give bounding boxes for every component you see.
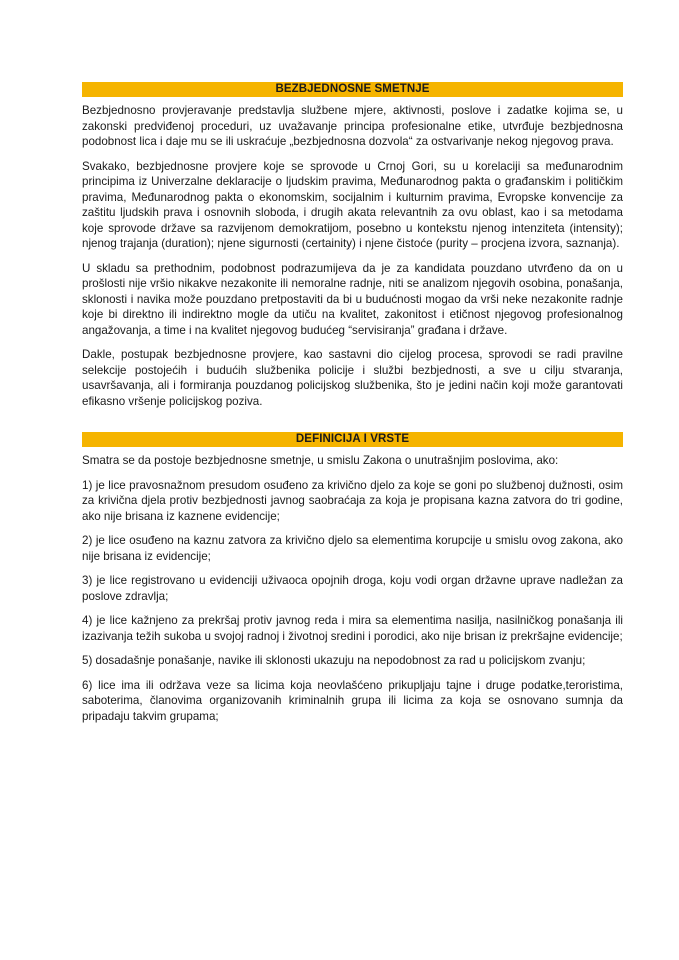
section-heading-bezbjednosne-smetnje: BEZBJEDNOSNE SMETNJE	[82, 82, 623, 97]
list-item: 3) je lice registrovano u evidenciji uživaoca opojnih droga, koju vodi organ državne uprave nadležan za poslove zdravlja;	[82, 574, 623, 603]
list-item: 4) je lice kažnjeno za prekršaj protiv javnog reda i mira sa elementima nasilja, nasilničkog ponašanja ili izazivanja težih sukoba u svojoj radnoj i životnoj sredini i porodici, ako nije brisan iz prekršajne evidencije;	[82, 614, 623, 643]
section-heading-definicija-i-vrste: DEFINICIJA I VRSTE	[82, 432, 623, 447]
paragraph-suitability: U skladu sa prethodnim, podobnost podrazumijeva da je za kandidata pouzdano utvrđeno da on u prošlosti nije vršio nikakve nezakonite ili nemoralne radnje, niti se analizom njegovih osobina, ponašanja, sklonosti i navika može pouzdano pretpostaviti da bi u budućnosti mogao da vrši neke nezakonite radnje koje bi direktno ili indirektno mogle da utiču na kvalitet, zakonitost i etičnost njegovog profesionalnog angažovanja, a time i na kvalitet njegovog budućeg “servisiranja” građana i države.	[82, 261, 623, 337]
list-item: 2) je lice osuđeno na kaznu zatvora za krivično djelo sa elementima korupcije u smislu ovog zakona, ako nije brisana iz evidencije;	[82, 534, 623, 563]
paragraph-intro: Smatra se da postoje bezbjednosne smetnje, u smislu Zakona o unutrašnjim poslovima, ako:	[82, 454, 559, 467]
list-item: 5) dosadašnje ponašanje, navike ili sklonosti ukazuju na nepodobnost za rad u policijskom zvanju;	[82, 654, 586, 667]
paragraph-procedure: Dakle, postupak bezbjednosne provjere, kao sastavni dio cijelog procesa, sprovodi se radi pravilne selekcije postojećih i budućih službenika policije i službi bezbjednosti, a sve u cilju stvaranja, usavršavanja, ali i formiranja pouzdanog policijskog službenika, što je jedini način koji može garantovati efikasno vršenje policijskog poziva.	[82, 348, 623, 408]
list-item: 1) je lice pravosnažnom presudom osuđeno za krivično djelo za koje se goni po službenoj dužnosti, osim za krivična djela protiv bezbjednosti javnog saobraćaja za koja je propisana kazna zatvora do tri godine, ako nije brisana iz kaznene evidencije;	[82, 478, 623, 523]
section-spacer	[82, 418, 623, 432]
list-item: 6) lice ima ili održava veze sa licima koja neovlašćeno prikupljaju tajne i druge podatke,teroristima, saboterima, članovima organizovanih kriminalnih grupa ili licima za koja se osnovano sumnja da pripadaju takvim grupama;	[82, 678, 623, 723]
paragraph-definition: Bezbjednosno provjeravanje predstavlja službene mjere, aktivnosti, poslove i zadatke kojima se, u zakonski predviđenoj proceduri, uz uvažavanje principa profesionalne etike, utvrđuje bezbjednosna podobnost lica i daje mu se ili uskraćuje „bezbjednosna dozvola“ za ostvarivanje nekog njegovog prava.	[82, 104, 623, 148]
paragraph-international-principles: Svakako, bezbjednosne provjere koje se sprovode u Crnoj Gori, su u korelaciji sa međunarodnim principima iz Univerzalne deklaracije o ljudskim pravima, Međunarodnog pakta o građanskim i političkim pravima, Međunarodnog pakta o ekonomskim, socijalnim i kulturnim pravima, Evropske konvencije za zaštitu ljudskih prava i osnovnih sloboda, i drugih akata relevantnih za ovu oblast, kao i sa metodama koje sprovode države sa razvijenom demokratijom, posebno u kontekstu njenog intenziteta (intensity); njenog trajanja (duration); njene sigurnosti (certainity) i njene čistoće (purity – procjena izvora, saznanja).	[82, 159, 623, 250]
